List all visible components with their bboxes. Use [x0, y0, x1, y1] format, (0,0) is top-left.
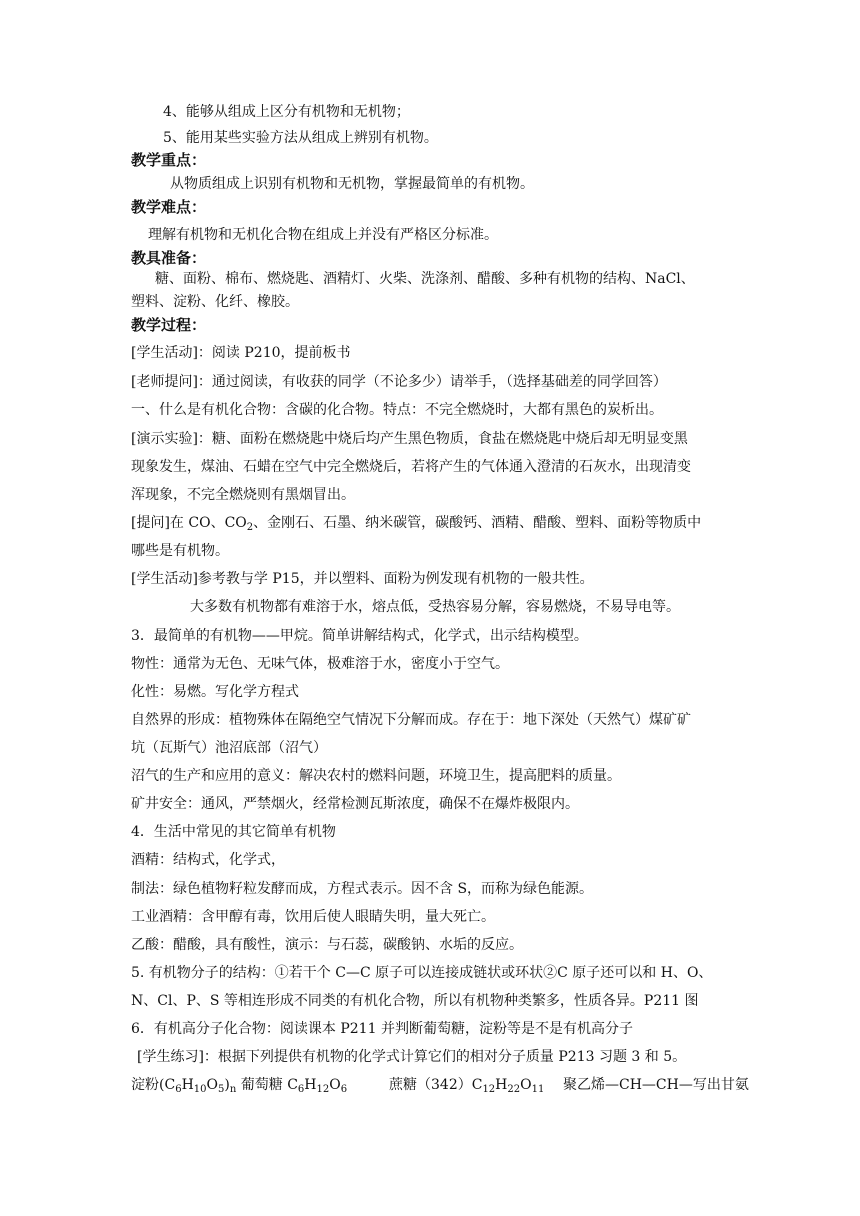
paragraph-line: N、Cl、P、S 等相连形成不同类的有机化合物，所以有机物种类繁多，性质各异。P211 图 — [131, 993, 699, 1009]
difficulty-text: 理解有机物和无机化合物在组成上并没有严格区分标准。 — [148, 227, 498, 243]
difficulty-heading: 教学难点： — [131, 198, 207, 216]
paragraph-line: 浑现象，不完全燃烧则有黑烟冒出。 — [131, 487, 355, 503]
paragraph-line: 制法：绿色植物籽粒发酵而成，方程式表示。因不含 S，而称为绿色能源。 — [131, 881, 594, 897]
materials-heading: 教具准备： — [131, 249, 207, 267]
paragraph-line: [学生活动]参考教与学 P15，并以塑料、面粉为例发现有机物的一般共性。 — [131, 571, 594, 587]
paragraph-line: 工业酒精：含甲醇有毒，饮用后使人眼睛失明，量大死亡。 — [131, 909, 495, 925]
paragraph-line: 沼气的生产和应用的意义：解决农村的燃料问题，环境卫生，提高肥料的质量。 — [131, 768, 621, 784]
paragraph-line: 化性：易燃。写化学方程式 — [131, 684, 299, 700]
subscript: 5 — [218, 1084, 225, 1095]
subscript: 22 — [507, 1084, 521, 1095]
paragraph-line: 6．有机高分子化合物：阅读课本 P211 并判断葡萄糖，淀粉等是不是有机高分子 — [131, 1021, 633, 1037]
text-run: 葡萄糖 C — [236, 1077, 298, 1093]
paragraph-line: 乙酸：醋酸，具有酸性，演示：与石蕊，碳酸钠、水垢的反应。 — [131, 937, 523, 953]
paragraph-line: [学生练习]：根据下列提供有机物的化学式计算它们的相对分子质量 P213 习题 3 和 5。 — [137, 1049, 687, 1065]
text-run: 蔗糖（342）C — [389, 1077, 483, 1093]
objective-5: 5、能用某些实验方法从组成上辨别有机物。 — [163, 130, 438, 146]
text-run: 淀粉(C — [131, 1077, 176, 1093]
text-run: 、金刚石、石墨、纳米碳管，碳酸钙、酒精、醋酸、塑料、面粉等物质中 — [253, 515, 702, 531]
text-run: O — [329, 1077, 341, 1093]
key-point-text: 从物质组成上识别有机物和无机物，掌握最简单的有机物。 — [170, 176, 534, 192]
subscript: 6 — [340, 1084, 348, 1095]
paragraph-line: 物性：通常为无色、无味气体，极难溶于水，密度小于空气。 — [131, 656, 509, 672]
subscript: 11 — [531, 1084, 545, 1095]
formula-starch-glucose — [131, 1075, 347, 1095]
paragraph-line: [学生活动]：阅读 P210，提前板书 — [131, 345, 351, 361]
text-run: [提问]在 CO、CO — [131, 515, 247, 531]
text-run: ) — [224, 1077, 230, 1093]
paragraph-line — [131, 513, 701, 533]
paragraph-line: 矿井安全：通风，严禁烟火，经常检测瓦斯浓度，确保不在爆炸极限内。 — [131, 796, 579, 812]
paragraph-line: [演示实验]：糖、面粉在燃烧匙中烧后均产生黑色物质，食盐在燃烧匙中烧后却无明显变黑 — [131, 431, 688, 447]
text-run: O — [520, 1077, 532, 1093]
subscript: 6 — [297, 1084, 305, 1095]
text-run: H — [495, 1077, 508, 1093]
text-run: H — [304, 1077, 317, 1093]
materials-line: 糖、面粉、棉布、燃烧匙、酒精灯、火柴、洗涤剂、醋酸、多种有机物的结构、NaCl、 — [155, 271, 695, 287]
paragraph-line: 坑（瓦斯气）池沼底部（沼气） — [131, 740, 327, 756]
paragraph-line: 3．最简单的有机物——甲烷。简单讲解结构式，化学式，出示结构模型。 — [131, 628, 588, 644]
subscript: 10 — [193, 1084, 207, 1095]
paragraph-line: 哪些是有机物。 — [131, 543, 229, 559]
text-run: H — [181, 1077, 194, 1093]
paragraph-line: [老师提问]：通过阅读，有收获的同学（不论多少）请举手，（选择基础差的同学回答） — [131, 374, 667, 390]
materials-line: 塑料、淀粉、化纤、橡胶。 — [131, 294, 299, 310]
formula-sucrose — [389, 1075, 544, 1095]
process-heading: 教学过程： — [131, 316, 207, 334]
subscript: 12 — [482, 1084, 496, 1095]
subscript: 6 — [175, 1084, 182, 1095]
subscript: 2 — [246, 522, 254, 533]
formula-polyethylene: 聚乙烯—CH—CH—写出甘氨 — [563, 1077, 749, 1093]
subscript: 12 — [316, 1084, 330, 1095]
paragraph-line: 酒精：结构式，化学式， — [131, 852, 285, 868]
paragraph-line: 4．生活中常见的其它简单有机物 — [131, 824, 336, 840]
objective-4: 4、能够从组成上区分有机物和无机物； — [163, 104, 410, 120]
paragraph-line: 现象发生，煤油、石蜡在空气中完全燃烧后，若将产生的气体通入澄清的石灰水，出现清变 — [131, 459, 691, 475]
paragraph-line: 大多数有机物都有难溶于水，熔点低，受热容易分解，容易燃烧，不易导电等。 — [190, 599, 680, 615]
paragraph-line: 自然界的形成：植物殊体在隔绝空气情况下分解而成。存在于：地下深处（天然气）煤矿矿 — [131, 712, 691, 728]
subscript: n — [229, 1084, 237, 1095]
paragraph-line: 5. 有机物分子的结构：①若干个 C—C 原子可以连接成链状或环状②C 原子还可以和 H、O、 — [131, 965, 713, 981]
key-point-heading: 教学重点： — [131, 151, 207, 169]
paragraph-line: 一、什么是有机化合物：含碳的化合物。特点：不完全燃烧时，大都有黑色的炭析出。 — [131, 402, 663, 418]
text-run: O — [206, 1077, 218, 1093]
